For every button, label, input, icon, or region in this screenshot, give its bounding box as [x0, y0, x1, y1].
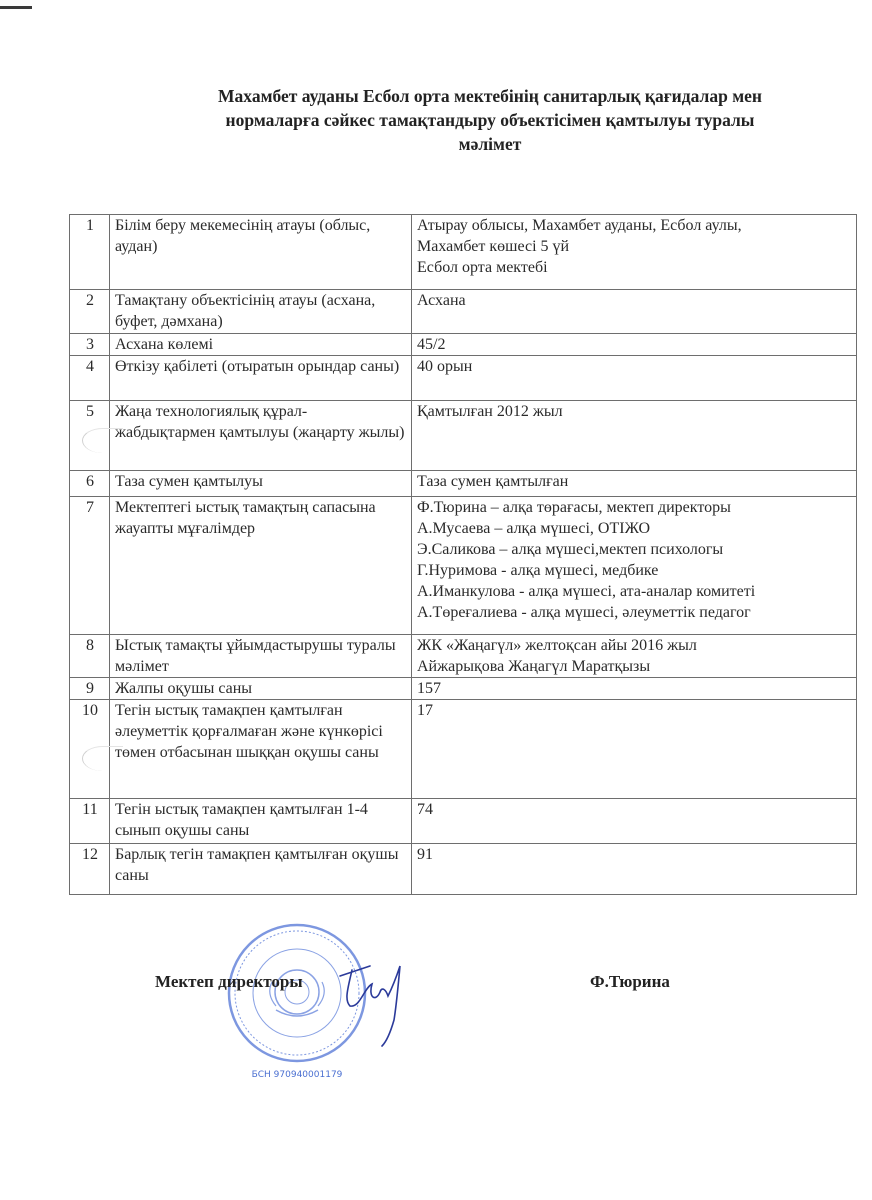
table-row — [70, 678, 857, 700]
title-line: нормаларға сәйкес тамақтандыру объектісімен қамтылуы туралы — [225, 110, 755, 130]
value-line: 157 — [417, 680, 441, 697]
value-line: 91 — [417, 846, 433, 863]
row-number: 9 — [70, 678, 110, 700]
row-label: Тегін ыстық тамақпен қамтылған әлеуметтік қорғалмаған және күнкөрісі төмен отбасынан шыққан оқушы саны — [110, 700, 412, 799]
row-value — [412, 334, 857, 356]
value-line: А.Иманкулова - алқа мүшесі, ата-аналар комитеті — [417, 583, 756, 600]
value-line: 17 — [417, 702, 433, 719]
table-row — [70, 356, 857, 401]
table-row — [70, 471, 857, 497]
row-number: 7 — [70, 497, 110, 635]
row-value — [412, 700, 857, 799]
row-label: Жаңа технологиялық құрал-жабдықтармен қамтылуы (жаңарту жылы) — [110, 401, 412, 471]
row-number: 8 — [70, 635, 110, 678]
row-value — [412, 290, 857, 334]
value-line: 45/2 — [417, 336, 446, 353]
row-value — [412, 401, 857, 471]
row-label: Асхана көлемі — [110, 334, 412, 356]
signatory-name: Ф.Тюрина — [590, 972, 670, 991]
value-line: 74 — [417, 801, 433, 818]
value-line: ЖК «Жаңагүл» желтоқсан айы 2016 жыл — [417, 637, 697, 654]
table-row — [70, 215, 857, 290]
row-label: Тегін ыстық тамақпен қамтылған 1-4 сынып оқушы саны — [110, 799, 412, 844]
table-row — [70, 844, 857, 895]
table-row — [70, 290, 857, 334]
row-value — [412, 356, 857, 401]
row-label: Ыстық тамақты ұйымдастырушы туралы мәлімет — [110, 635, 412, 678]
row-label: Мектептегі ыстық тамақтың сапасына жауапты мұғалімдер — [110, 497, 412, 635]
row-number: 11 — [70, 799, 110, 844]
value-line: Э.Саликова – алқа мүшесі,мектеп психологы — [417, 541, 724, 558]
row-value — [412, 471, 857, 497]
scan-artifact — [82, 746, 123, 771]
document-title — [150, 84, 830, 156]
row-label: Тамақтану объектісінің атауы (асхана, буфет, дәмхана) — [110, 290, 412, 334]
row-value — [412, 799, 857, 844]
row-label: Өткізу қабілеті (отыратын орындар саны) — [110, 356, 412, 401]
table-row — [70, 700, 857, 799]
value-line: А.Төреғалиева - алқа мүшесі, әлеуметтік педагог — [417, 604, 751, 621]
title-line: Махамбет ауданы Есбол орта мектебінің санитарлық қағидалар мен — [218, 86, 762, 106]
row-number: 6 — [70, 471, 110, 497]
row-value — [412, 497, 857, 635]
row-number: 5 — [70, 401, 110, 471]
row-label: Таза сумен қамтылуы — [110, 471, 412, 497]
row-value — [412, 635, 857, 678]
row-number: 2 — [70, 290, 110, 334]
seal-bin-text: БСН 970940001179 — [251, 1070, 343, 1080]
title-line: мәлімет — [458, 134, 522, 154]
table-row — [70, 635, 857, 678]
signature-block — [0, 972, 872, 1002]
signatory-role: Мектеп директоры — [155, 972, 303, 991]
scan-artifact — [82, 428, 123, 453]
table-row — [70, 497, 857, 635]
row-value — [412, 844, 857, 895]
row-value — [412, 215, 857, 290]
value-line: Асхана — [417, 292, 466, 309]
row-number: 3 — [70, 334, 110, 356]
value-line: 40 орын — [417, 358, 473, 375]
school-info-table — [69, 214, 857, 895]
row-value — [412, 678, 857, 700]
row-number: 4 — [70, 356, 110, 401]
row-label: Барлық тегін тамақпен қамтылған оқушы саны — [110, 844, 412, 895]
table-row — [70, 799, 857, 844]
value-line: Қамтылған 2012 жыл — [417, 403, 563, 420]
row-label: Білім беру мекемесінің атауы (облыс, аудан) — [110, 215, 412, 290]
table-row — [70, 334, 857, 356]
row-number: 1 — [70, 215, 110, 290]
row-label: Жалпы оқушы саны — [110, 678, 412, 700]
scan-corner-mark — [0, 6, 32, 9]
value-line: Ф.Тюрина – алқа төрағасы, мектеп директоры — [417, 499, 731, 516]
row-number: 10 — [70, 700, 110, 799]
table-row — [70, 401, 857, 471]
value-line: А.Мусаева – алқа мүшесі, ОТІЖО — [417, 520, 651, 537]
row-number: 12 — [70, 844, 110, 895]
value-line: Атырау облысы, Махамбет ауданы, Есбол аулы, — [417, 217, 742, 234]
value-line: Махамбет көшесі 5 үй — [417, 238, 570, 255]
value-line: Таза сумен қамтылған — [417, 473, 569, 490]
value-line: Есбол орта мектебі — [417, 259, 548, 276]
value-line: Айжарықова Жаңагүл Маратқызы — [417, 658, 651, 675]
value-line: Г.Нуримова - алқа мүшесі, медбике — [417, 562, 659, 579]
